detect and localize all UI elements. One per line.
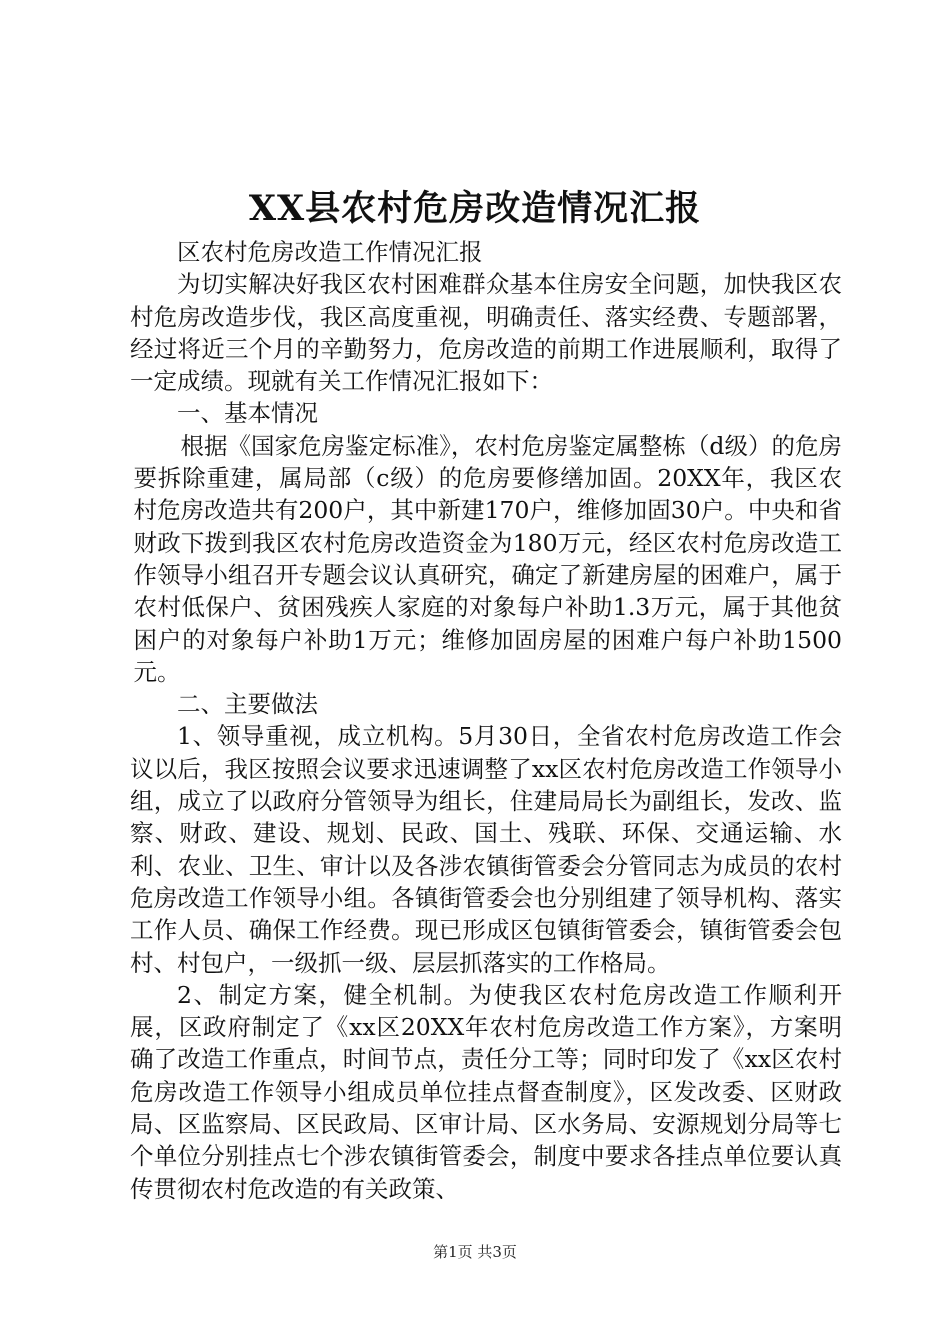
document-title: XX县农村危房改造情况汇报: [248, 188, 702, 229]
section-heading-basic: 一、基本情况: [177, 399, 318, 428]
section-heading-methods: 二、主要做法: [177, 690, 318, 719]
page-footer: 第1页 共3页: [433, 1243, 517, 1261]
basic-situation-paragraph: 根据《国家危房鉴定标准》，农村危房鉴定属整栋（d级）的危房要拆除重建，属局部（c级）的危房要修缮加固。20XX年，我区农村危房改造共有200户，其中新建170户，维修加固30户。中央和省财政下拨到我区农村危房改造资金为180万元，经区农村危房改造工作领导小组召开专题会议认真研究，确定了新建房屋的困难户，属于农村低保户、贫困残疾人家庭的对象每户补助1.3万元，属于其他贫困户的对象每户补助1万元；维修加固房屋的困难户每户补助1500元。: [133, 431, 842, 686]
subtitle-paragraph: 区农村危房改造工作情况汇报: [177, 238, 483, 266]
intro-paragraph: 为切实解决好我区农村困难群众基本住房安全问题，加快我区农村危房改造步伐，我区高度重视，明确责任、落实经费、专题部署，经过将近三个月的辛勤努力，危房改造的前期工作进展顺利，取得了一定成绩。现就有关工作情况汇报如下：: [130, 270, 842, 396]
method-1-paragraph: 1、领导重视，成立机构。5月30日，全省农村危房改造工作会议以后，我区按照会议要求迅速调整了xx区农村危房改造工作领导小组，成立了以政府分管领导为组长，住建局局长为副组长，发改、监察、财政、建设、规划、民政、国土、残联、环保、交通运输、水利、农业、卫生、审计以及各涉农镇街管委会分管同志为成员的农村危房改造工作领导小组。各镇街管委会也分别组建了领导机构、落实工作人员、确保工作经费。现已形成区包镇街管委会，镇街管委会包村、村包户，一级抓一级、层层抓落实的工作格局。: [130, 722, 842, 977]
method-2-paragraph: 2、制定方案，健全机制。为使我区农村危房改造工作顺利开展，区政府制定了《xx区20XX年农村危房改造工作方案》，方案明确了改造工作重点，时间节点，责任分工等；同时印发了《xx区农村危房改造工作领导小组成员单位挂点督查制度》，区发改委、区财政局、区监察局、区民政局、区审计局、区水务局、安源规划分局等七个单位分别挂点七个涉农镇街管委会，制度中要求各挂点单位要认真传贯彻农村危改造的有关政策、: [130, 980, 842, 1203]
document-body: [130, 236, 842, 1205]
